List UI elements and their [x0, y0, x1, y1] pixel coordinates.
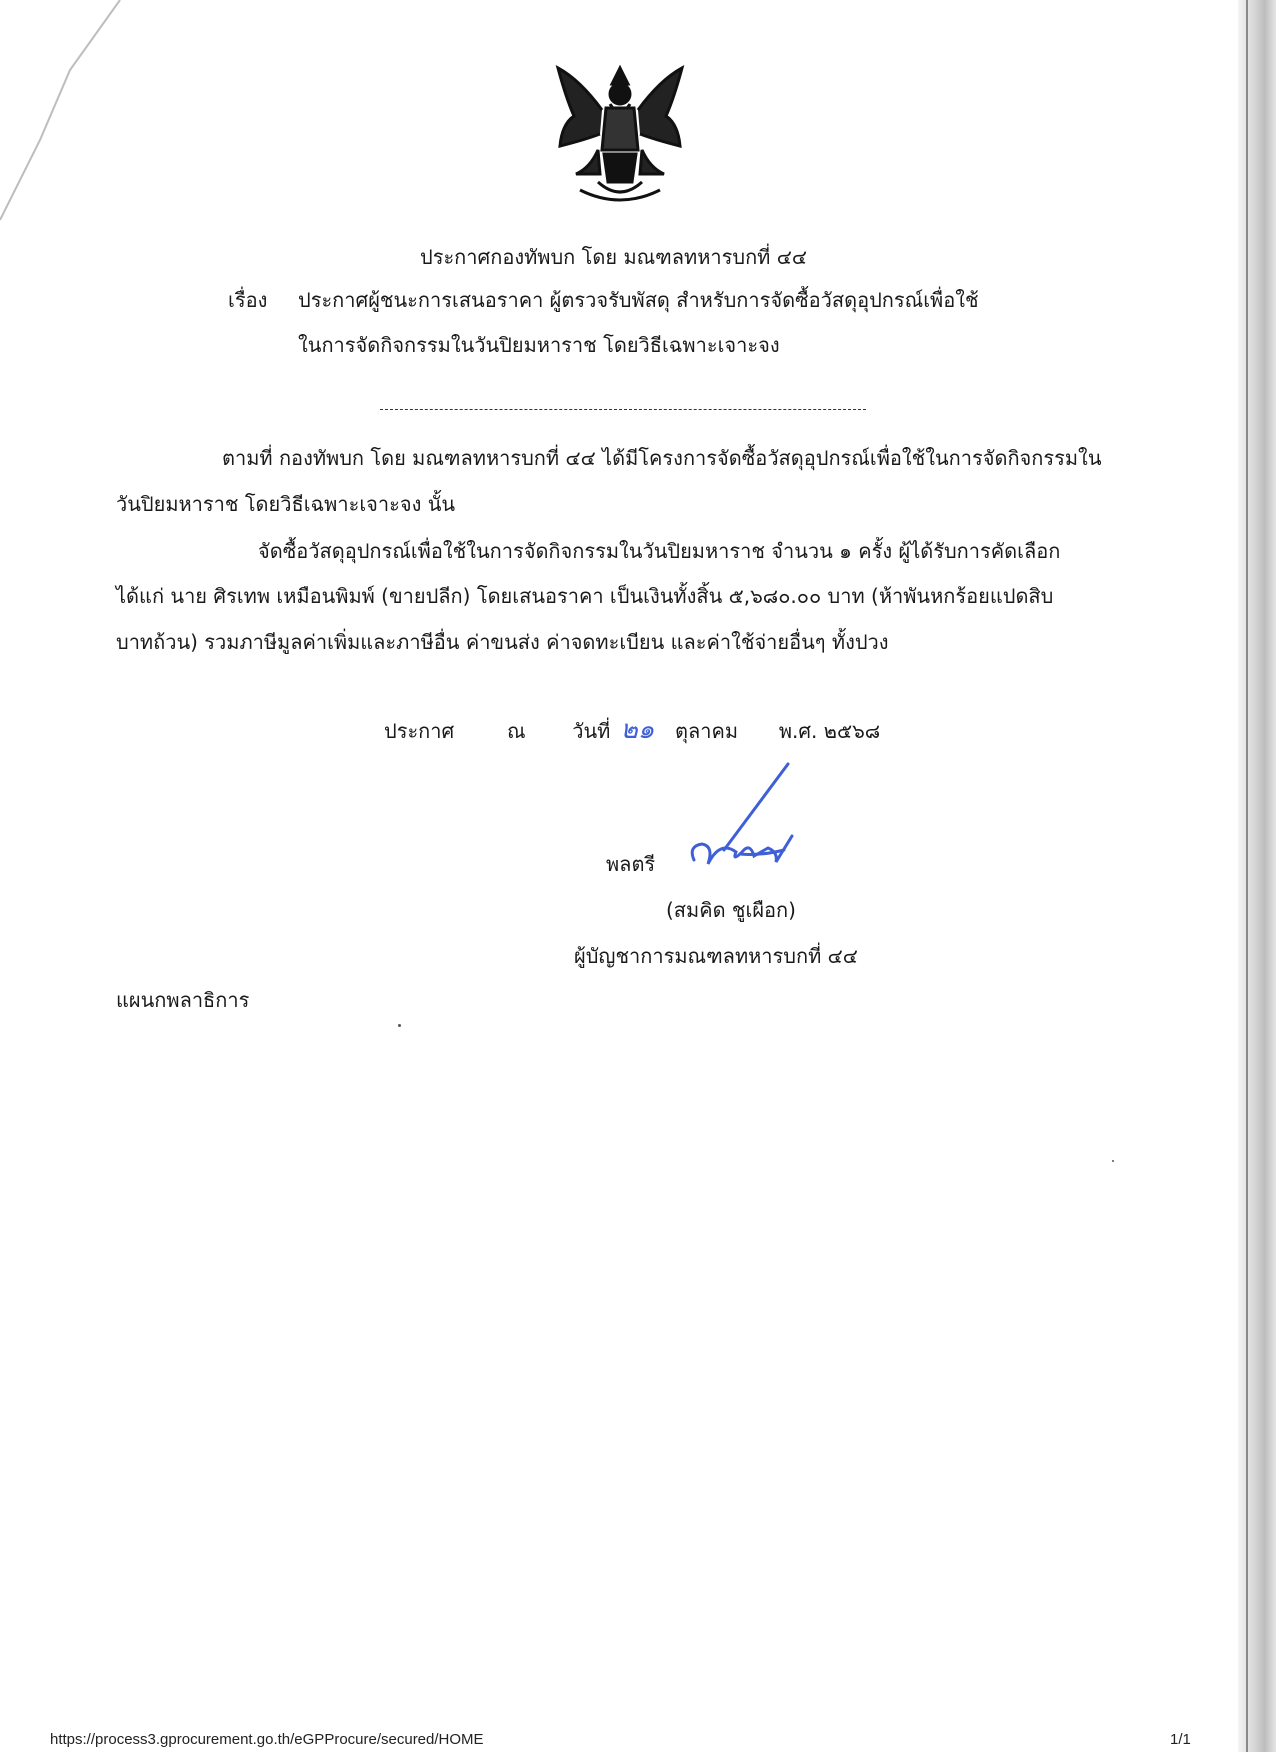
signer-rank: พลตรี — [606, 852, 656, 876]
department-label: แผนกพลาธิการ — [116, 988, 250, 1012]
footer-url: https://process3.gprocurement.go.th/eGPProcure/secured/HOME — [50, 1731, 484, 1748]
date-day-handwritten: ๒๑ — [620, 715, 655, 745]
paragraph-1-line-1: ตามที่ กองทัพบก โดย มณฑลทหารบกที่ ๔๔ ได้มีโครงการจัดซื้อวัสดุอุปกรณ์เพื่อใช้ในการจัดกิจกรรมใน — [222, 446, 1102, 470]
subject-label: เรื่อง — [228, 288, 268, 312]
signer-position: ผู้บัญชาการมณฑลทหารบกที่ ๔๔ — [574, 944, 858, 968]
paragraph-1-line-2: วันปิยมหาราช โดยวิธีเฉพาะเจาะจง นั้น — [116, 492, 456, 516]
garuda-emblem-icon — [540, 50, 700, 210]
signer-name: (สมคิด ชูเผือก) — [666, 898, 796, 922]
date-month: ตุลาคม — [675, 719, 739, 743]
date-day-label: วันที่ — [572, 719, 611, 743]
footer-page-number: 1/1 — [1170, 1731, 1191, 1748]
scan-edge — [1238, 0, 1276, 1752]
scan-artifact-line — [0, 0, 140, 240]
paragraph-2-line-2: ได้แก่ นาย ศิรเทพ เหมือนพิมพ์ (ขายปลีก) โดยเสนอราคา เป็นเงินทั้งสิ้น ๕,๖๘๐.๐๐ บาท (ห้าพันหกร้อยแปดสิบ — [116, 584, 1054, 608]
announcement-date — [384, 716, 880, 745]
scan-edge-line — [1246, 0, 1248, 1752]
announcement-title: ประกาศกองทัพบก โดย มณฑลทหารบกที่ ๔๔ — [420, 245, 807, 269]
subject-line-1: ประกาศผู้ชนะการเสนอราคา ผู้ตรวจรับพัสดุ สำหรับการจัดซื้อวัสดุอุปกรณ์เพื่อใช้ — [298, 288, 979, 312]
subject-line-2: ในการจัดกิจกรรมในวันปิยมหาราช โดยวิธีเฉพาะเจาะจง — [298, 333, 780, 357]
date-announce-label: ประกาศ — [384, 719, 455, 743]
paragraph-2-line-1: จัดซื้อวัสดุอุปกรณ์เพื่อใช้ในการจัดกิจกรรมในวันปิยมหาราช จำนวน ๑ ครั้ง ผู้ได้รับการคัดเลือก — [258, 539, 1061, 563]
separator-line — [380, 409, 866, 410]
date-year: พ.ศ. ๒๕๖๘ — [778, 719, 881, 743]
date-at-label: ณ — [506, 719, 526, 743]
scan-speck — [1112, 1160, 1114, 1162]
handwritten-signature — [680, 760, 810, 880]
scan-speck — [398, 1024, 401, 1027]
paragraph-2-line-3: บาทถ้วน) รวมภาษีมูลค่าเพิ่มและภาษีอื่น ค่าขนส่ง ค่าจดทะเบียน และค่าใช้จ่ายอื่นๆ ทั้งปวง — [116, 630, 889, 654]
